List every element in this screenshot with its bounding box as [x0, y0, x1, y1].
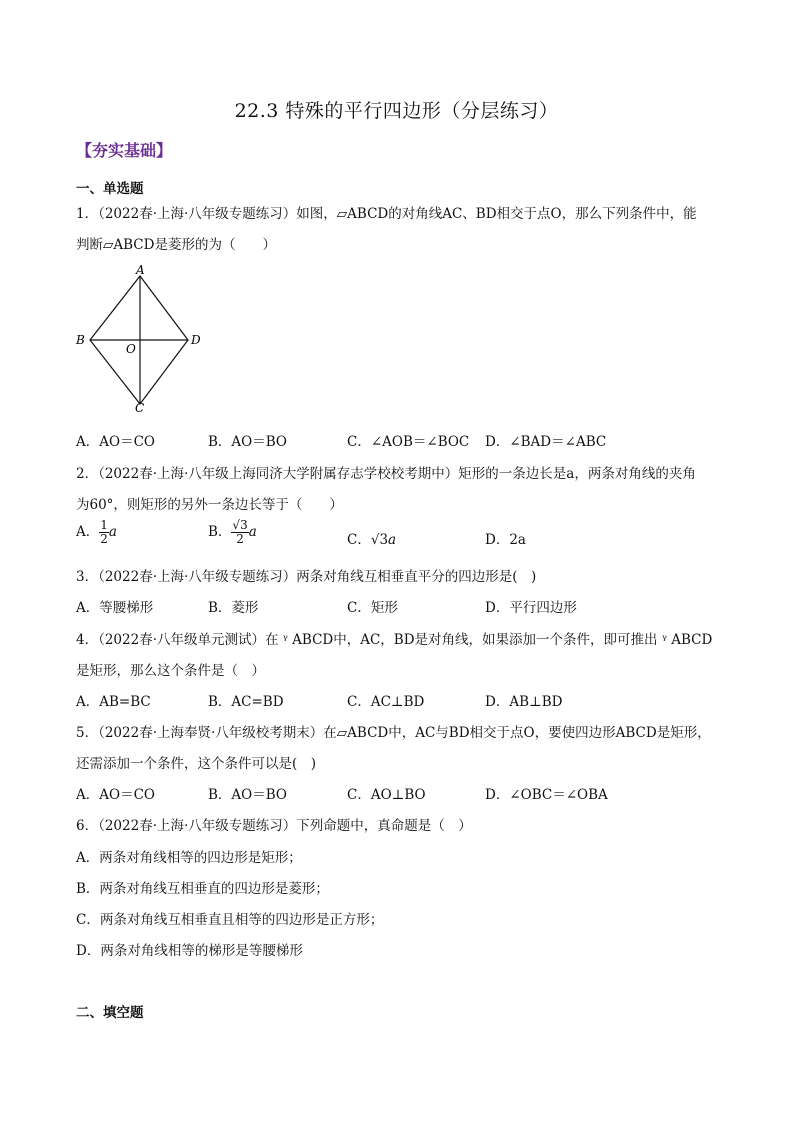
fraction-root3-over-2: $\frac{√3}{2}$ — [232, 518, 248, 546]
q1-option-c: C．∠AOB＝∠BOC — [347, 434, 470, 450]
q4-option-b: B．AC=BD — [208, 694, 284, 710]
q1-option-b: B．AO＝BO — [208, 434, 287, 450]
q5-option-b: B．AO＝BO — [208, 787, 287, 803]
label-d: D — [191, 333, 201, 347]
rhombus-figure — [70, 262, 210, 414]
question-5-line-1: 5．（2022春·上海奉贤·八年级校考期末）在▱ABCD中，AC与BD相交于点O，要使四边形ABCD是矩形， — [76, 725, 711, 741]
part1-heading: 一、单选题 — [76, 181, 144, 197]
q4-option-d: D．AB⊥BD — [485, 694, 563, 710]
label-b: B — [76, 333, 85, 347]
q5-option-d: D．∠OBC＝∠OBA — [485, 787, 608, 803]
q6-option-c: C．两条对角线互相垂直且相等的四边形是正方形； — [76, 912, 384, 928]
question-1-line-1: 1．（2022春·上海·八年级专题练习）如图，▱ABCD的对角线AC、BD相交于点O，那么下列条件中，能 — [76, 206, 697, 222]
question-2-line-1: 2．（2022春·上海·八年级上海同济大学附属存志学校校考期中）矩形的一条边长是a，两条对角线的夹角 — [76, 466, 696, 482]
question-6-line-1: 6．（2022春·上海·八年级专题练习）下列命题中，真命题是（ ） — [76, 818, 472, 834]
question-4-line-1: 4．（2022春·八年级单元测试）在 ᵞ ABCD中，AC，BD是对角线，如果添加一个条件，即可推出 ᵞ ABCD — [76, 632, 713, 648]
q6-option-d: D．两条对角线相等的梯形是等腰梯形 — [76, 943, 303, 959]
q6-option-a: A．两条对角线相等的四边形是矩形； — [76, 850, 302, 866]
q3-option-c: C．矩形 — [347, 600, 398, 616]
q2-option-a-prefix: A． — [76, 524, 100, 540]
q2-option-c-prefix: C． — [347, 532, 371, 548]
fraction-one-half: $\frac{1}{2}$ — [100, 518, 108, 546]
question-1-line-2: 判断▱ABCD是菱形的为（ ） — [76, 237, 276, 253]
q1-option-d: D．∠BAD＝∠ABC — [485, 434, 607, 450]
label-a: A — [136, 263, 145, 277]
q2-option-b: B． $\frac{√3}{2}$ a — [208, 518, 257, 546]
q2-option-a: A． $\frac{1}{2}$ a — [76, 518, 117, 546]
q5-option-a: A．AO＝CO — [76, 787, 155, 803]
q2-option-d: D．2a — [485, 532, 526, 548]
q2-option-c: C．√3a — [347, 532, 397, 548]
q4-option-a: A．AB=BC — [76, 694, 151, 710]
q3-option-d: D．平行四边形 — [485, 600, 577, 616]
part2-heading: 二、填空题 — [76, 1005, 144, 1021]
q4-option-c: C．AC⊥BD — [347, 694, 425, 710]
root-three: √3 — [370, 532, 389, 548]
page-title: 22.3 特殊的平行四边形（分层练习） — [234, 100, 559, 122]
q3-option-a: A．等腰梯形 — [76, 600, 154, 616]
label-c: C — [135, 401, 145, 414]
q6-option-b: B．两条对角线互相垂直的四边形是菱形； — [76, 881, 329, 897]
q2-option-b-prefix: B． — [208, 524, 232, 540]
q5-option-c: C．AO⊥BO — [347, 787, 426, 803]
question-5-line-2: 还需添加一个条件，这个条件可以是( ) — [76, 756, 317, 772]
question-3-line-1: 3．（2022春·上海·八年级专题练习）两条对角线互相垂直平分的四边形是( ) — [76, 569, 537, 585]
question-4-line-2: 是矩形，那么这个条件是（ ） — [76, 663, 265, 679]
question-2-line-2: 为60°，则矩形的另外一条边长等于（ ） — [76, 497, 343, 513]
label-o: O — [126, 342, 136, 356]
q1-option-a: A．AO＝CO — [76, 434, 155, 450]
section-tag: 【夯实基础】 — [76, 141, 173, 160]
q3-option-b: B．菱形 — [208, 600, 259, 616]
